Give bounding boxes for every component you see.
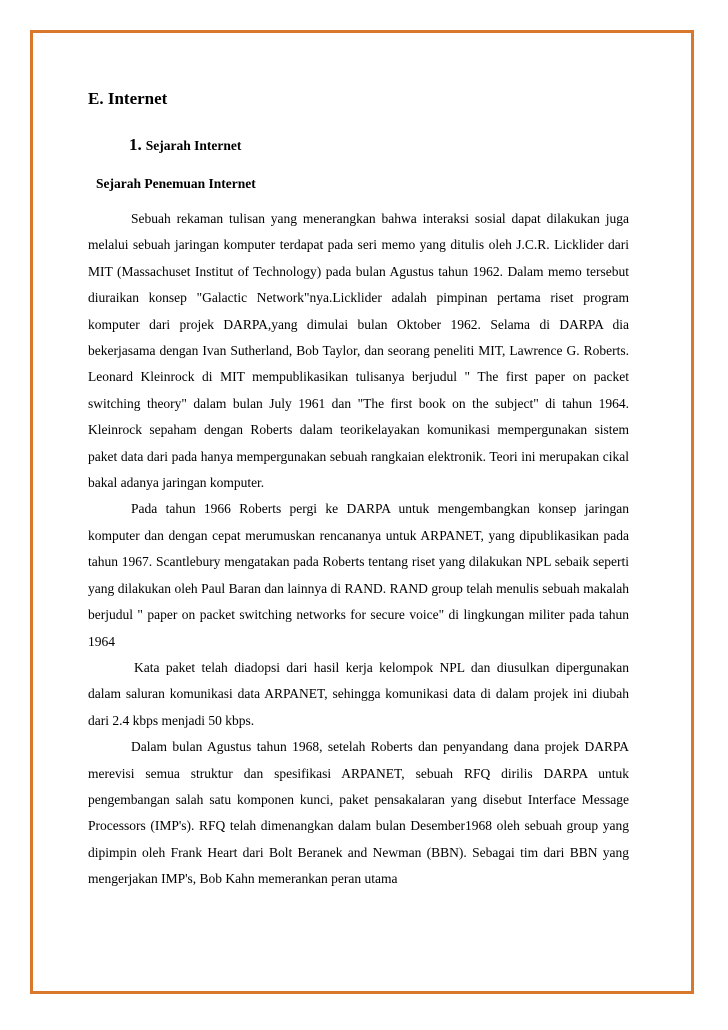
paragraph	[88, 655, 629, 734]
subsection-label: Sejarah Internet	[145, 138, 242, 153]
paragraph	[88, 496, 629, 654]
paragraph-text: Pada tahun 1966 Roberts pergi ke DARPA untuk mengembangkan konsep jaringan komputer dan dengan cepat merumuskan rencananya untuk ARPANET, yang dipublikasikan pada tahun 1967. Scantlebury mengatakan pada Roberts tentang riset yang dilakukan NPL sebaik seperti yang dilakukan oleh Paul Baran dan lainnya di RAND. RAND group telah menulis sebuah makalah berjudul " paper on packet switching networks for secure voice" di lingkungan militer pada tahun 1964	[88, 501, 629, 649]
paragraph-text: Sebuah rekaman tulisan yang menerangkan bahwa interaksi sosial dapat dilakukan juga melalui sebuah jaringan komputer terdapat pada seri memo yang ditulis oleh J.C.R. Licklider dari MIT (Massachuset Institut of Technology) pada bulan Agustus tahun 1962. Dalam memo tersebut diuraikan konsep "Galactic Network"nya.Licklider adalah pimpinan pertama riset program komputer dari projek DARPA,yang dimulai bulan Oktober 1962. Selama di DARPA dia bekerjasama dengan Ivan Sutherland, Bob Taylor, dan seorang peneliti MIT, Lawrence G. Roberts. Leonard Kleinrock di MIT mempublikasikan tulisanya berjudul " The first paper on packet switching theory" dalam bulan July 1961 dan "The first book on the subject" di tahun 1964. Kleinrock sepaham dengan Roberts dalam teorikelayakan komunikasi mempergunakan sistem paket data dari pada hanya mempergunakan sebuah rangkaian elektronik. Teori ini merupakan cikal bakal adanya jaringan komputer.	[88, 211, 629, 491]
paragraph	[88, 734, 629, 892]
paragraph-text: Kata paket telah diadopsi dari hasil kerja kelompok NPL dan diusulkan dipergunakan dalam saluran komunikasi data ARPANET, sehingga komunikasi data di dalam projek ini diubah dari 2.4 kbps menjadi 50 kbps.	[88, 659, 629, 728]
paragraph-text: Dalam bulan Agustus tahun 1968, setelah Roberts dan penyandang dana projek DARPA merevisi semua struktur dan spesifikasi ARPANET, sebuah RFQ dirilis DARPA untuk pengembangan salah satu komponen kunci, paket pensakalaran yang disebut Interface Message Processors (IMP's). RFQ telah dimenangkan dalam bulan Desember1968 oleh sebuah group yang dipimpin oleh Frank Heart dari Bolt Beranek and Newman (BBN). Sebagai tim dari BBN yang mengerjakan IMP's, Bob Kahn memerankan peran utama	[88, 739, 629, 887]
section-title: E. Internet	[88, 89, 168, 108]
document-body	[88, 86, 629, 893]
subsection-title	[129, 133, 629, 158]
subsection-number: 1.	[129, 135, 142, 154]
paragraph	[88, 206, 629, 496]
heading: Sejarah Penemuan Internet	[96, 176, 256, 191]
